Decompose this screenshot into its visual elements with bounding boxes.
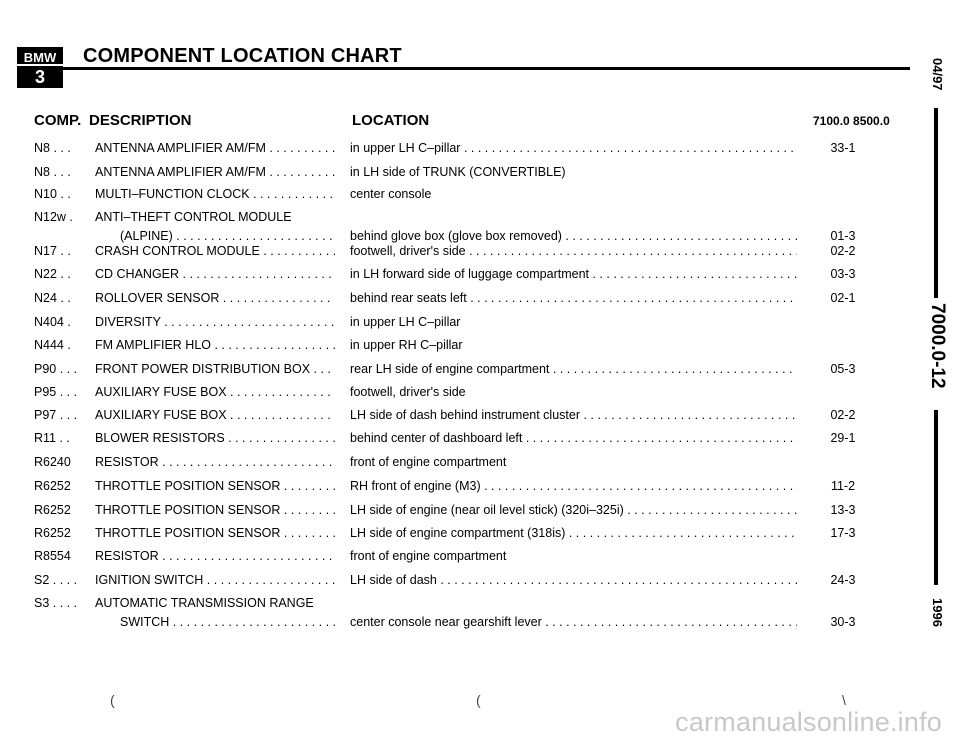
side-rule-bottom <box>934 410 938 585</box>
model-reference-number: 29-1 <box>830 431 856 445</box>
bmw-3-series-logo <box>17 47 63 87</box>
scan-mark: ( <box>110 692 115 708</box>
component-location: behind center of dashboard left . . . <box>350 431 797 445</box>
component-location: footwell, driver's side . . . <box>350 244 797 258</box>
model-reference-number: 05-3 <box>830 362 856 376</box>
model-reference-number: 02-2 <box>830 408 856 422</box>
component-description: MULTI–FUNCTION CLOCK . . . <box>95 187 335 201</box>
component-location: RH front of engine (M3) . . . <box>350 479 797 493</box>
page-title: COMPONENT LOCATION CHART <box>83 45 402 67</box>
table-row <box>0 408 900 428</box>
component-description: ANTENNA AMPLIFIER AM/FM . . . <box>95 141 335 155</box>
table-row <box>0 141 900 161</box>
model-reference-number: 02-1 <box>830 291 856 305</box>
component-description: THROTTLE POSITION SENSOR . . . <box>95 503 335 517</box>
table-row <box>0 187 900 207</box>
table-row <box>0 526 900 546</box>
component-description: AUXILIARY FUSE BOX . . . <box>95 408 335 422</box>
component-location: LH side of dash behind instrument cluster . . . <box>350 408 797 422</box>
table-row <box>0 479 900 499</box>
component-description: ROLLOVER SENSOR . . . <box>95 291 335 305</box>
component-location: in LH forward side of luggage compartment . . . <box>350 267 797 281</box>
component-code: P97 . . . <box>34 408 78 422</box>
component-location: in upper RH C–pillar <box>350 338 463 352</box>
component-location: footwell, driver's side <box>350 385 466 399</box>
component-location: behind rear seats left . . . <box>350 291 797 305</box>
table-row <box>0 431 900 451</box>
model-reference-number: 24-3 <box>830 573 856 587</box>
component-code: S3 . . . . <box>34 596 78 610</box>
logo-bmw-text: BMW <box>17 47 63 64</box>
component-code: N404 . <box>34 315 71 329</box>
component-description: ANTI–THEFT CONTROL MODULE <box>95 210 292 224</box>
model-reference-number: 33-1 <box>830 141 856 155</box>
component-location: rear LH side of engine compartment . . . <box>350 362 797 376</box>
component-location: LH side of engine (near oil level stick) (320i–325i) . . . <box>350 503 797 517</box>
model-reference-number: 01-3 <box>830 229 856 243</box>
component-code: N24 . . <box>34 291 71 305</box>
component-code: N17 . . <box>34 244 71 258</box>
component-code: R6252 <box>34 526 71 540</box>
component-code: P90 . . . <box>34 362 78 376</box>
component-description: IGNITION SWITCH . . . <box>95 573 335 587</box>
component-description: CRASH CONTROL MODULE . . . <box>95 244 335 258</box>
component-description-continued: SWITCH . . . <box>120 615 335 629</box>
side-page-number: 7000.0-12 <box>927 303 948 389</box>
table-row <box>0 362 900 382</box>
component-location: center console <box>350 187 432 201</box>
component-description: DIVERSITY . . . <box>95 315 335 329</box>
side-rule-top <box>934 108 938 298</box>
component-code: R11 . . <box>34 431 70 445</box>
scan-mark: \ <box>842 692 846 708</box>
table-row <box>0 244 900 264</box>
table-row <box>0 455 900 475</box>
component-code: R6252 <box>34 503 71 517</box>
table-row <box>0 165 900 185</box>
component-code: R6240 <box>34 455 71 469</box>
component-location: front of engine compartment <box>350 455 507 469</box>
model-reference-number: 17-3 <box>830 526 856 540</box>
table-row <box>0 210 900 243</box>
component-location: in upper LH C–pillar <box>350 315 461 329</box>
component-location: LH side of dash . . . <box>350 573 797 587</box>
component-description: THROTTLE POSITION SENSOR . . . <box>95 479 335 493</box>
component-description: BLOWER RESISTORS . . . <box>95 431 335 445</box>
component-location: behind glove box (glove box removed) . . . <box>350 229 797 243</box>
model-reference-number: 11-2 <box>830 479 856 493</box>
table-row <box>0 596 900 629</box>
logo-series-number: 3 <box>17 66 63 88</box>
component-code: S2 . . . . <box>34 573 78 587</box>
component-code: N8 . . . <box>34 141 71 155</box>
component-location: in upper LH C–pillar . . . <box>350 141 797 155</box>
component-description: FRONT POWER DISTRIBUTION BOX . . . <box>95 362 335 376</box>
table-row <box>0 267 900 287</box>
scan-mark: ( <box>476 692 481 708</box>
table-row <box>0 503 900 523</box>
component-code: N8 . . . <box>34 165 71 179</box>
table-row <box>0 385 900 405</box>
table-row <box>0 338 900 358</box>
component-code: R8554 <box>34 549 71 563</box>
component-code: P95 . . . <box>34 385 78 399</box>
side-date: 04/97 <box>930 58 945 91</box>
component-code: N10 . . <box>34 187 71 201</box>
component-code: N444 . <box>34 338 71 352</box>
component-description: CD CHANGER . . . <box>95 267 335 281</box>
component-location: center console near gearshift lever . . . <box>350 615 797 629</box>
column-header-comp: COMP. <box>34 112 82 129</box>
component-description: AUXILIARY FUSE BOX . . . <box>95 385 335 399</box>
component-description: AUTOMATIC TRANSMISSION RANGE <box>95 596 314 610</box>
table-row <box>0 315 900 335</box>
column-header-location: LOCATION <box>352 112 430 129</box>
table-row <box>0 573 900 593</box>
column-header-description: DESCRIPTION <box>89 112 192 129</box>
component-description-continued: (ALPINE) . . . <box>120 229 335 243</box>
table-row <box>0 291 900 311</box>
table-row <box>0 549 900 569</box>
component-location: LH side of engine compartment (318is) . . . <box>350 526 797 540</box>
component-location: front of engine compartment <box>350 549 507 563</box>
component-code: N22 . . <box>34 267 71 281</box>
component-description: RESISTOR . . . <box>95 455 335 469</box>
watermark: carmanualsonline.info <box>675 707 942 737</box>
side-year: 1996 <box>930 598 945 627</box>
component-code: R6252 <box>34 479 71 493</box>
component-description: THROTTLE POSITION SENSOR . . . <box>95 526 335 540</box>
model-reference-number: 13-3 <box>830 503 856 517</box>
component-description: ANTENNA AMPLIFIER AM/FM . . . <box>95 165 335 179</box>
component-code: N12w . <box>34 210 73 224</box>
model-reference-number: 30-3 <box>830 615 856 629</box>
component-description: FM AMPLIFIER HLO . . . <box>95 338 335 352</box>
component-description: RESISTOR . . . <box>95 549 335 563</box>
title-divider <box>60 67 910 70</box>
column-header-models: 7100.0 8500.0 <box>813 114 890 128</box>
model-reference-number: 03-3 <box>830 267 856 281</box>
component-location: in LH side of TRUNK (CONVERTIBLE) <box>350 165 566 179</box>
model-reference-number: 02-2 <box>830 244 856 258</box>
